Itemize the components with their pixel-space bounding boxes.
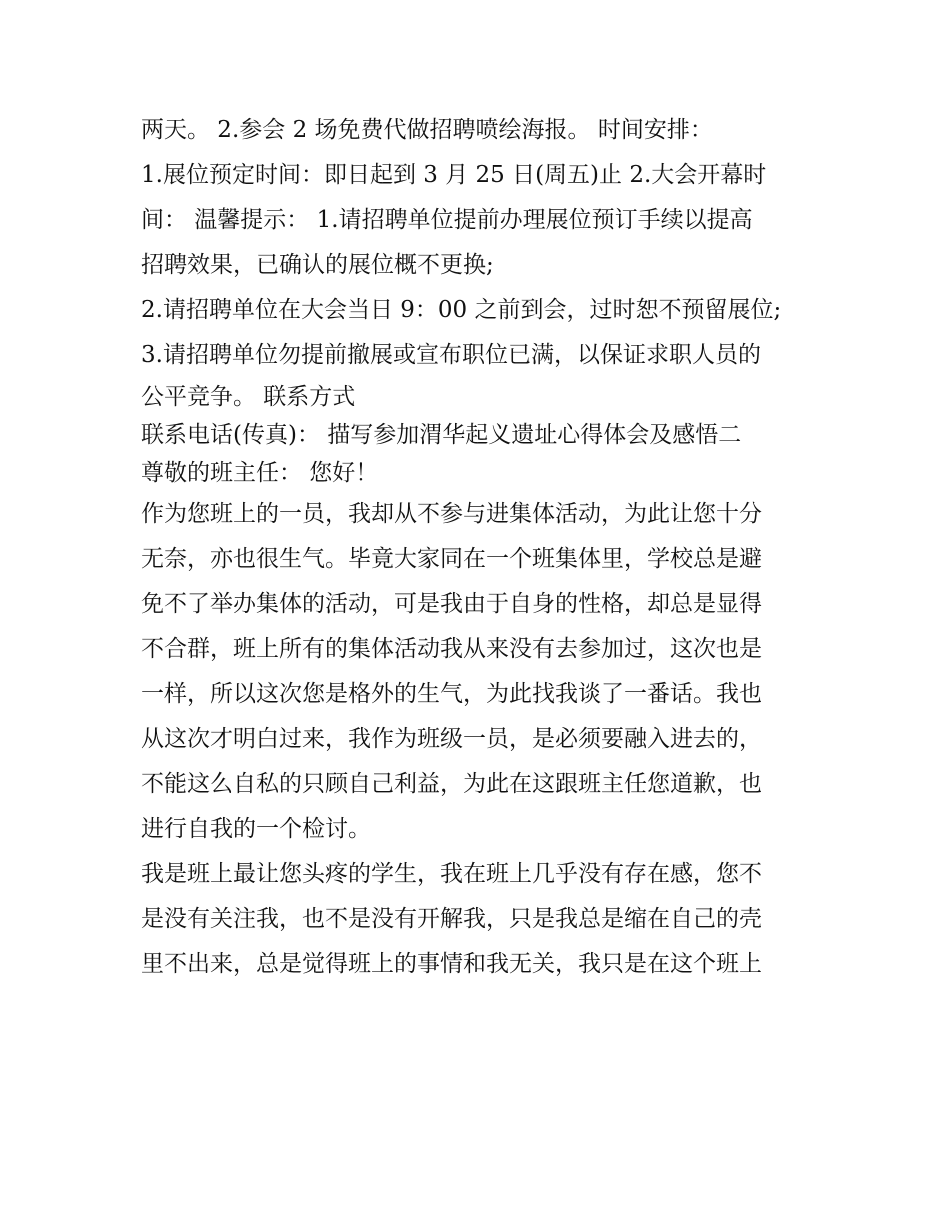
text-line: 3.请招聘单位勿提前撤展或宣布职位已满，以保证求职人员的 xyxy=(141,342,761,368)
text-line: 我是班上最让您头疼的学生，我在班上几乎没有存在感，您不 xyxy=(141,861,762,887)
text-line: 是没有关注我，也不是没有开解我，只是我总是缩在自己的壳 xyxy=(141,906,762,932)
text-line: 尊敬的班主任： 您好！ xyxy=(141,460,379,486)
text-line: 从这次才明白过来，我作为班级一员，是必须要融入进去的， xyxy=(141,726,762,752)
text-line: 2.请招聘单位在大会当日 9：00 之前到会，过时恕不预留展位; xyxy=(141,297,782,323)
document-body xyxy=(141,108,821,987)
text-line: 无奈，亦也很生气。毕竟大家同在一个班集体里，学校总是避 xyxy=(141,546,762,572)
text-line: 作为您班上的一员，我却从不参与进集体活动，为此让您十分 xyxy=(141,501,762,527)
text-line: 联系电话(传真)： 描写参加渭华起义遗址心得体会及感悟二 xyxy=(141,422,742,448)
text-line: 不合群，班上所有的集体活动我从来没有去参加过，这次也是 xyxy=(141,636,762,662)
text-line: 间： 温馨提示： 1.请招聘单位提前办理展位预订手续以提高 xyxy=(141,207,753,233)
text-line: 两天。 2.参会 2 场免费代做招聘喷绘海报。 时间安排： xyxy=(141,117,713,143)
text-line: 进行自我的一个检讨。 xyxy=(141,816,371,842)
text-line: 1.展位预定时间：即日起到 3 月 25 日(周五)止 2.大会开幕时 xyxy=(141,162,767,188)
text-line: 免不了举办集体的活动，可是我由于自身的性格，却总是显得 xyxy=(141,591,762,617)
text-line: 一样，所以这次您是格外的生气，为此找我谈了一番话。我也 xyxy=(141,681,762,707)
text-line: 公平竞争。 联系方式 xyxy=(141,384,356,410)
text-line: 里不出来，总是觉得班上的事情和我无关，我只是在这个班上 xyxy=(141,951,762,977)
text-line: 不能这么自私的只顾自己利益，为此在这跟班主任您道歉，也 xyxy=(141,771,762,797)
text-line: 招聘效果，已确认的展位概不更换; xyxy=(141,252,494,278)
